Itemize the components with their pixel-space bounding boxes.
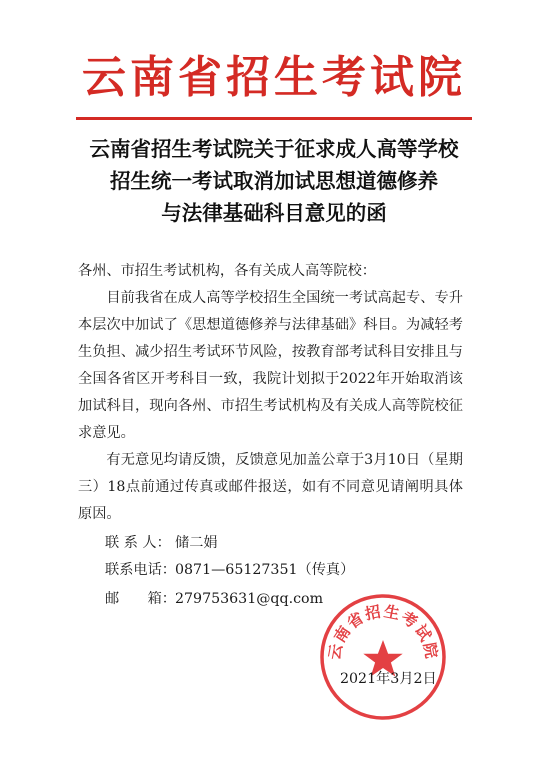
contact-phone bbox=[105, 557, 354, 584]
title-line-2: 招生统一考试取消加试思想道德修养 bbox=[110, 169, 438, 193]
official-seal bbox=[318, 592, 448, 722]
seal-text: 云南省招生考试院 bbox=[324, 601, 442, 662]
contact-phone-value: 0871—65127351（传真） bbox=[175, 562, 355, 578]
contact-person-label: 联 系 人： bbox=[105, 535, 171, 551]
contact-email-label: 邮 箱： bbox=[105, 591, 176, 607]
document-title bbox=[0, 133, 548, 229]
letterhead-org-name: 云南省招生考试院 bbox=[82, 52, 466, 103]
contact-phone-label: 联系电话： bbox=[105, 562, 176, 578]
title-line-3: 与法律基础科目意见的函 bbox=[161, 201, 387, 225]
title-line-1: 云南省招生考试院关于征求成人高等学校 bbox=[89, 137, 459, 161]
salutation: 各州、市招生考试机构，各有关成人高等院校： bbox=[78, 263, 376, 279]
contact-email-value: 279753631@qq.com bbox=[175, 591, 324, 607]
body-paragraph-2: 有无意见均请反馈，反馈意见加盖公章于3月10日（星期三）18点前通过传真或邮件报送，如有不同意见请阐明具体原因。 bbox=[78, 452, 463, 522]
contact-person-value: 储二娟 bbox=[175, 535, 218, 551]
issue-date: 2021年3月2日 bbox=[340, 671, 437, 687]
contact-person bbox=[105, 530, 218, 557]
letterhead-divider bbox=[76, 117, 472, 120]
body-paragraph-1: 目前我省在成人高等学校招生全国统一考试高起专、专升本层次中加试了《思想道德修养与法律基础》科目。为减轻考生负担、减少招生考试环节风险，按教育部考试科目安排且与全国各省区开考科目一致，我院计划拟于2022年开始取消该加试科目，现向各州、市招生考试机构及有关成人高等院校征求意见。 bbox=[78, 290, 463, 441]
contact-email bbox=[105, 586, 323, 613]
